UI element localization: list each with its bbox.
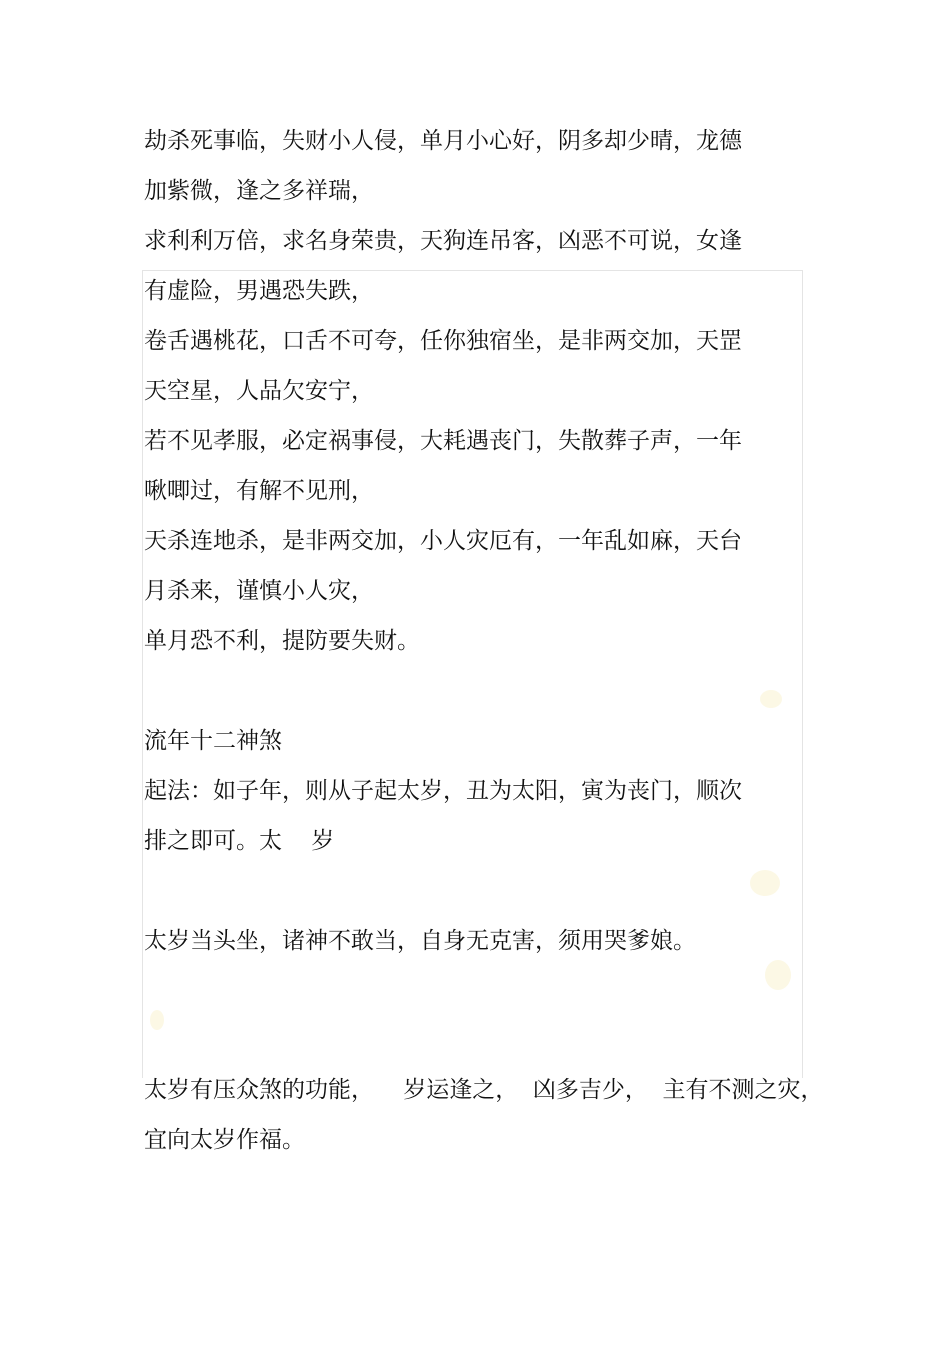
text-line: 若不见孝服，必定祸事侵，大耗遇丧门，失散葬子声，一年 <box>144 428 742 454</box>
text-line: 求利利万倍，求名身荣贵，天狗连吊客，凶恶不可说，女逢 <box>144 228 742 254</box>
text-line: 起法：如子年，则从子起太岁，丑为太阳，寅为丧门，顺次 <box>144 778 742 804</box>
text-line: 天空星，人品欠安宁， <box>144 378 374 404</box>
text-line: 劫杀死事临，失财小人侵，单月小心好，阴多却少晴，龙德 <box>144 128 742 154</box>
text-line: 加紫微，逢之多祥瑞， <box>144 178 374 204</box>
text-line: 宜向太岁作福。 <box>144 1127 305 1153</box>
text-line: 有虚险，男遇恐失跌， <box>144 278 374 304</box>
section-heading: 流年十二神煞 <box>144 728 282 754</box>
text-line: 太岁当头坐，诸神不敢当，自身无克害，须用哭爹娘。 <box>144 928 696 954</box>
text-line: 天杀连地杀，是非两交加，小人灾厄有，一年乱如麻，天台 <box>144 528 742 554</box>
text-line: 太岁有压众煞的功能， 岁运逢之， 凶多吉少， 主有不测之灾， <box>144 1077 824 1103</box>
text-line: 排之即可。太 岁 <box>144 828 335 854</box>
watermark-blot <box>760 690 782 708</box>
text-line: 卷舌遇桃花，口舌不可夸，任你独宿坐，是非两交加，天罡 <box>144 328 742 354</box>
watermark-blot <box>150 1010 164 1030</box>
text-line: 啾唧过，有解不见刑， <box>144 478 374 504</box>
watermark-blot <box>750 870 780 896</box>
text-line: 月杀来，谨慎小人灾， <box>144 578 374 604</box>
text-line: 单月恐不利，提防要失财。 <box>144 628 420 654</box>
watermark-blot <box>765 960 791 990</box>
